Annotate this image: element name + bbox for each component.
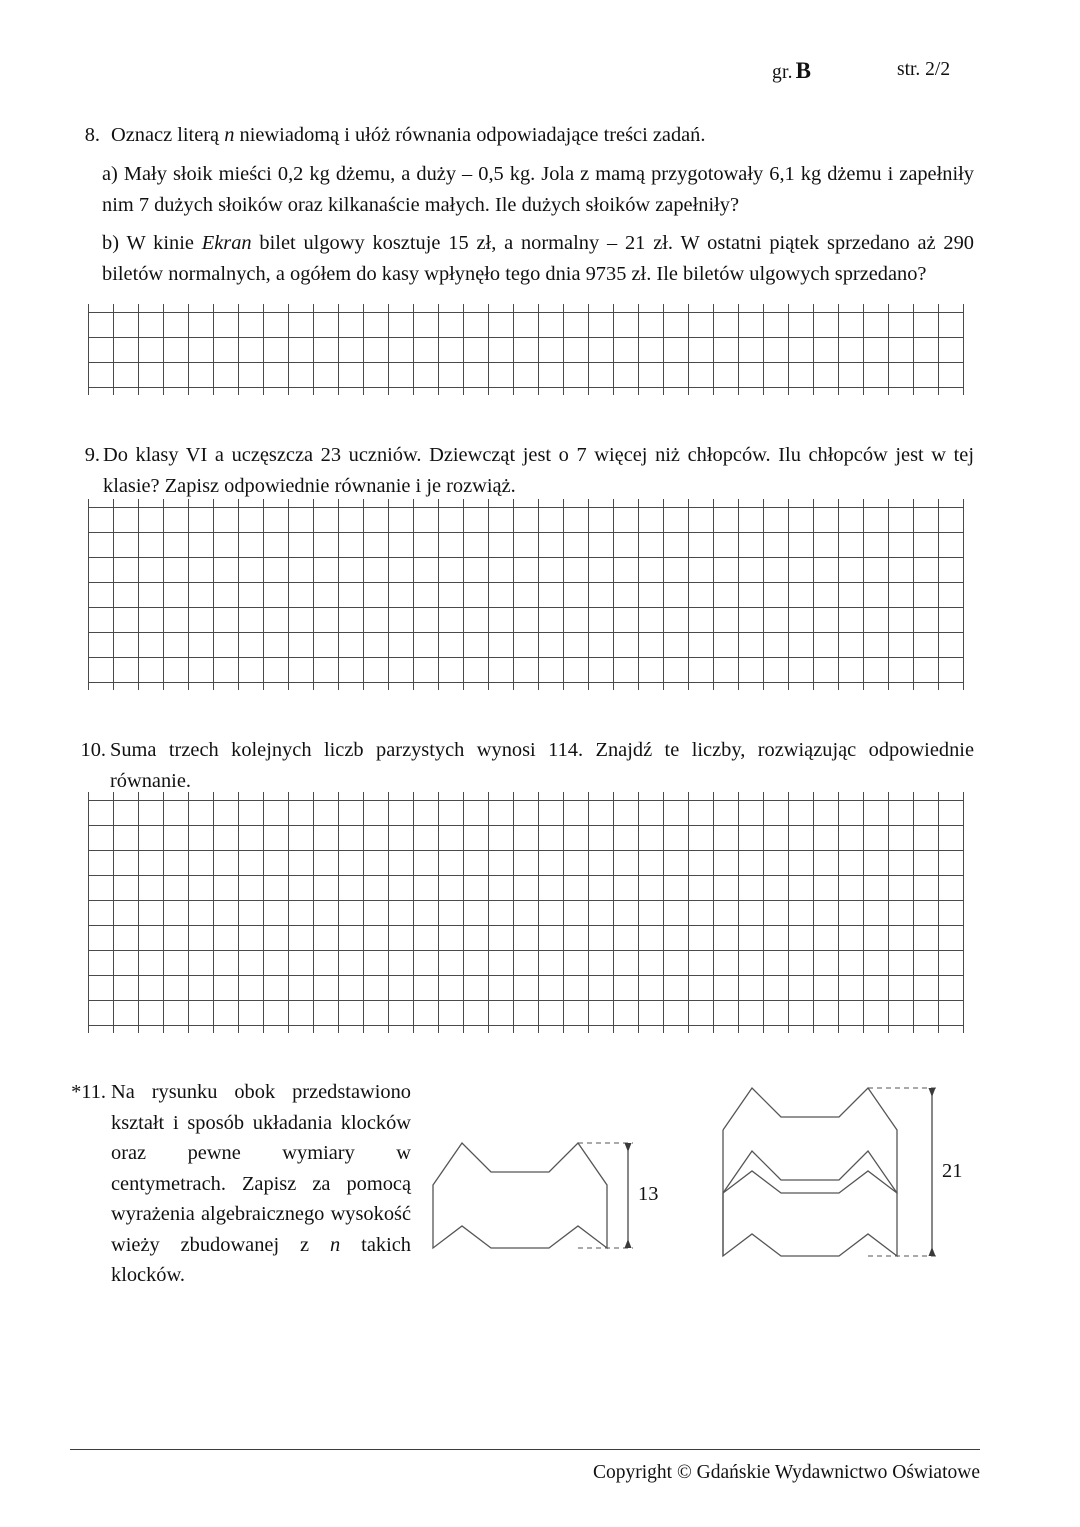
group-label — [772, 58, 811, 84]
grid-vertical-line — [563, 304, 564, 395]
grid-vertical-line — [938, 792, 939, 1033]
grid-horizontal-line — [88, 582, 963, 583]
grid-vertical-line — [213, 304, 214, 395]
grid-vertical-line — [263, 304, 264, 395]
grid-vertical-line — [613, 792, 614, 1033]
grid-vertical-line — [88, 499, 89, 690]
grid-vertical-line — [863, 792, 864, 1033]
grid-vertical-line — [113, 304, 114, 395]
grid-vertical-line — [188, 499, 189, 690]
task-8-sub-a: a) Mały słoik mieści 0,2 kg dżemu, a duży – 0,5 kg. Jola z mamą przygotowały 6,1 kg dżemu i zapełniły nim 7 dużych słoików oraz kilkanaście małych. Ile dużych słoików zapełniły? — [102, 163, 974, 216]
grid-vertical-line — [738, 792, 739, 1033]
grid-horizontal-line — [88, 1000, 963, 1001]
page-header — [0, 58, 1080, 88]
grid-vertical-line — [488, 792, 489, 1033]
grid-vertical-line — [138, 792, 139, 1033]
grid-vertical-line — [813, 792, 814, 1033]
page-number-label: str. 2/2 — [897, 59, 951, 80]
grid-vertical-line — [813, 499, 814, 690]
grid-horizontal-line — [88, 900, 963, 901]
grid-vertical-line — [538, 304, 539, 395]
grid-horizontal-line — [88, 682, 963, 683]
grid-vertical-line — [288, 792, 289, 1033]
grid-vertical-line — [838, 499, 839, 690]
grid-vertical-line — [563, 499, 564, 690]
grid-vertical-line — [588, 499, 589, 690]
grid-vertical-line — [413, 304, 414, 395]
grid-vertical-line — [913, 499, 914, 690]
task-10-text: Suma trzech kolejnych liczb parzystych wynosi 114. Znajdź te liczby, rozwiązując odpowiednie równanie. — [110, 739, 974, 792]
grid-vertical-line — [913, 304, 914, 395]
grid-vertical-line — [388, 304, 389, 395]
grid-horizontal-line — [88, 975, 963, 976]
task-8-intro-variable: n — [224, 124, 235, 146]
grid-vertical-line — [188, 304, 189, 395]
grid-vertical-line — [138, 499, 139, 690]
double-block-arrow-bottom — [929, 1247, 936, 1256]
grid-vertical-line — [738, 304, 739, 395]
grid-vertical-line — [388, 499, 389, 690]
grid-vertical-line — [463, 304, 464, 395]
task-8-intro — [111, 120, 981, 151]
grid-vertical-line — [413, 499, 414, 690]
footer-divider — [70, 1449, 980, 1450]
grid-vertical-line — [338, 792, 339, 1033]
task-8-number: 8. — [84, 124, 100, 146]
grid-vertical-line — [638, 499, 639, 690]
grid-vertical-line — [388, 792, 389, 1033]
grid-vertical-line — [113, 792, 114, 1033]
task-11-text-part2: takich klocków. — [111, 1233, 411, 1286]
footer-copyright: Copyright © Gdańskie Wydawnictwo Oświatowe — [593, 1462, 980, 1483]
grid-vertical-line — [888, 792, 889, 1033]
grid-horizontal-line — [88, 925, 963, 926]
grid-vertical-line — [238, 499, 239, 690]
grid-vertical-line — [463, 792, 464, 1033]
grid-vertical-line — [863, 499, 864, 690]
grid-horizontal-line — [88, 825, 963, 826]
grid-vertical-line — [838, 304, 839, 395]
grid-vertical-line — [163, 792, 164, 1033]
grid-horizontal-line — [88, 800, 963, 801]
grid-horizontal-line — [88, 387, 963, 388]
grid-horizontal-line — [88, 1025, 963, 1026]
grid-vertical-line — [613, 499, 614, 690]
grid-task-9[interactable] — [88, 507, 963, 682]
double-block-upper-outline — [723, 1088, 897, 1193]
grid-vertical-line — [263, 792, 264, 1033]
grid-vertical-line — [688, 792, 689, 1033]
single-block-arrow-top — [625, 1143, 632, 1152]
task-9-number: 9. — [84, 444, 100, 466]
grid-vertical-line — [413, 792, 414, 1033]
grid-vertical-line — [363, 499, 364, 690]
grid-vertical-line — [938, 304, 939, 395]
figure-single-block — [425, 1130, 659, 1260]
grid-horizontal-line — [88, 312, 963, 313]
grid-vertical-line — [763, 304, 764, 395]
task-8-sub-b-part1: b) W kinie — [102, 232, 202, 254]
grid-vertical-line — [438, 499, 439, 690]
grid-vertical-line — [438, 304, 439, 395]
grid-vertical-line — [313, 792, 314, 1033]
grid-vertical-line — [713, 499, 714, 690]
grid-vertical-line — [538, 792, 539, 1033]
grid-vertical-line — [488, 499, 489, 690]
task-8-cinema-name: Ekran — [201, 232, 252, 254]
grid-horizontal-line — [88, 875, 963, 876]
grid-vertical-line — [538, 499, 539, 690]
single-block-dimension-label: 13 — [638, 1183, 659, 1205]
grid-horizontal-line — [88, 557, 963, 558]
grid-vertical-line — [213, 792, 214, 1033]
grid-vertical-line — [88, 304, 89, 395]
grid-vertical-line — [788, 304, 789, 395]
grid-horizontal-line — [88, 507, 963, 508]
grid-vertical-line — [238, 304, 239, 395]
grid-vertical-line — [738, 499, 739, 690]
grid-vertical-line — [888, 304, 889, 395]
grid-vertical-line — [288, 304, 289, 395]
single-block-outline — [433, 1143, 607, 1248]
grid-horizontal-line — [88, 657, 963, 658]
grid-vertical-line — [638, 304, 639, 395]
grid-vertical-line — [838, 792, 839, 1033]
grid-vertical-line — [438, 792, 439, 1033]
grid-vertical-line — [338, 499, 339, 690]
grid-vertical-line — [338, 304, 339, 395]
grid-vertical-line — [363, 792, 364, 1033]
task-8-intro-part1: Oznacz literą — [111, 124, 225, 146]
double-block-dimension-label: 21 — [942, 1160, 963, 1182]
grid-vertical-line — [513, 304, 514, 395]
grid-vertical-line — [788, 499, 789, 690]
grid-horizontal-line — [88, 532, 963, 533]
grid-vertical-line — [963, 499, 964, 690]
task-8-sub-b-part2: bilet ulgowy kosztuje 15 zł, a normalny – 21 zł. W ostatni piątek sprzedano aż 290 biletów normalnych, a ogółem do kasy wpłynęło tego dnia 9735 zł. Ile biletów ulgowych sprzedano? — [102, 232, 975, 285]
grid-vertical-line — [163, 304, 164, 395]
grid-vertical-line — [563, 792, 564, 1033]
grid-vertical-line — [463, 499, 464, 690]
task-11-number: *11. — [71, 1081, 106, 1103]
grid-vertical-line — [488, 304, 489, 395]
grid-vertical-line — [88, 792, 89, 1033]
group-prefix: gr. — [772, 62, 793, 83]
grid-horizontal-line — [88, 607, 963, 608]
grid-vertical-line — [288, 499, 289, 690]
task-8-intro-part2: niewiadomą i ułóż równania odpowiadające treści zadań. — [234, 124, 706, 146]
grid-vertical-line — [938, 499, 939, 690]
grid-vertical-line — [213, 499, 214, 690]
grid-vertical-line — [813, 304, 814, 395]
grid-vertical-line — [863, 304, 864, 395]
grid-vertical-line — [763, 792, 764, 1033]
grid-vertical-line — [263, 499, 264, 690]
grid-vertical-line — [888, 499, 889, 690]
double-block-arrow-top — [929, 1088, 936, 1097]
grid-vertical-line — [638, 792, 639, 1033]
grid-vertical-line — [363, 304, 364, 395]
grid-vertical-line — [663, 792, 664, 1033]
grid-vertical-line — [113, 499, 114, 690]
grid-vertical-line — [788, 792, 789, 1033]
figure-double-block — [715, 1075, 963, 1260]
grid-vertical-line — [588, 304, 589, 395]
task-8-sub-b — [102, 228, 974, 289]
task-11-text-part1: Na rysunku obok przedstawiono kształt i sposób układania klocków oraz pewne wymiary w centymetrach. Zapisz za pomocą wyrażenia algebraicznego wysokość wieży zbudowanej z — [111, 1081, 411, 1256]
grid-vertical-line — [688, 304, 689, 395]
grid-vertical-line — [963, 304, 964, 395]
task-11-text — [111, 1077, 411, 1291]
task-9-text: Do klasy VI a uczęszcza 23 uczniów. Dziewcząt jest o 7 więcej niż chłopców. Ilu chłopców jest w tej klasie? Zapisz odpowiednie równanie i je rozwiąż. — [103, 444, 974, 497]
grid-horizontal-line — [88, 337, 963, 338]
grid-horizontal-line — [88, 950, 963, 951]
grid-vertical-line — [588, 792, 589, 1033]
grid-horizontal-line — [88, 850, 963, 851]
grid-vertical-line — [913, 792, 914, 1033]
group-letter: B — [795, 58, 812, 83]
grid-vertical-line — [138, 304, 139, 395]
grid-task-8[interactable] — [88, 312, 963, 387]
grid-vertical-line — [663, 304, 664, 395]
grid-vertical-line — [613, 304, 614, 395]
grid-vertical-line — [513, 792, 514, 1033]
grid-vertical-line — [238, 792, 239, 1033]
grid-vertical-line — [313, 304, 314, 395]
grid-vertical-line — [188, 792, 189, 1033]
grid-horizontal-line — [88, 632, 963, 633]
grid-horizontal-line — [88, 362, 963, 363]
grid-vertical-line — [688, 499, 689, 690]
grid-vertical-line — [163, 499, 164, 690]
grid-vertical-line — [713, 304, 714, 395]
grid-vertical-line — [513, 499, 514, 690]
grid-vertical-line — [663, 499, 664, 690]
grid-vertical-line — [963, 792, 964, 1033]
grid-vertical-line — [313, 499, 314, 690]
grid-task-10[interactable] — [88, 800, 963, 1025]
single-block-arrow-bottom — [625, 1239, 632, 1248]
grid-vertical-line — [713, 792, 714, 1033]
grid-vertical-line — [763, 499, 764, 690]
double-block-lower-outline — [723, 1151, 897, 1256]
task-11-variable: n — [330, 1233, 341, 1256]
task-10-number: 10. — [80, 739, 106, 761]
